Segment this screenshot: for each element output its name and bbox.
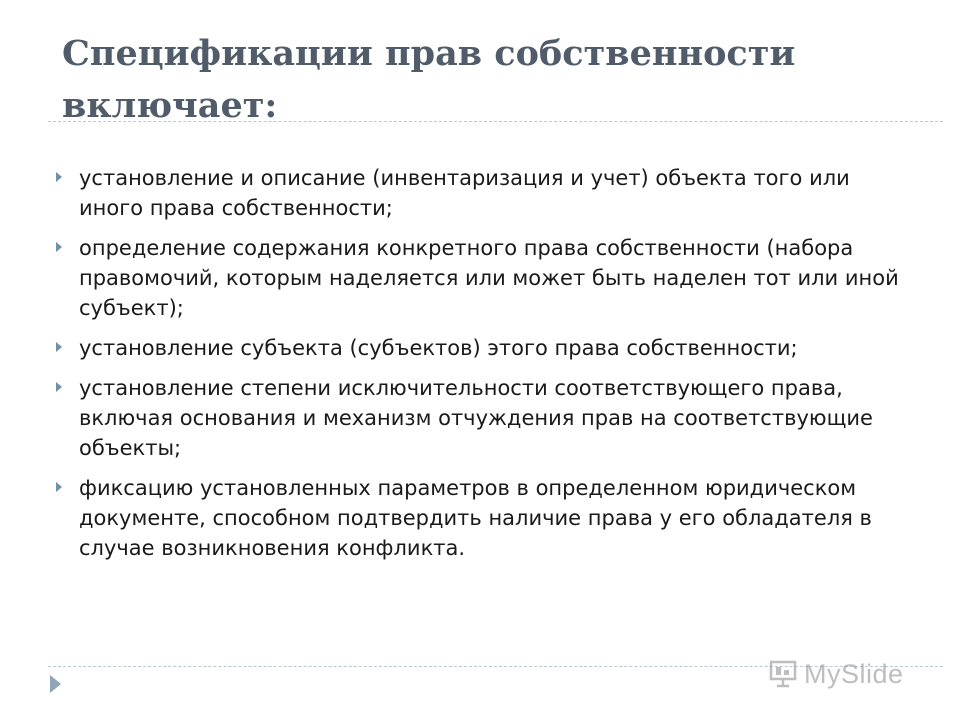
title-divider (48, 121, 943, 122)
list-item (49, 373, 919, 463)
triangle-bullet-icon (56, 342, 62, 352)
list-item (49, 333, 919, 363)
watermark-text: MySlide (804, 658, 904, 689)
triangle-bullet-icon (56, 382, 62, 392)
bullet-text: фиксацию установленных параметров в определенном юридическом документе, способном подтвердить наличие права у его обладателя в случае возникновения конфликта. (79, 476, 872, 560)
bullet-text: установление субъекта (субъектов) этого права собственности; (79, 336, 798, 360)
triangle-bullet-icon (56, 482, 62, 492)
slide-title: Спецификации прав собственности включает: (62, 33, 796, 126)
list-item (49, 473, 919, 563)
watermark (768, 656, 904, 692)
presentation-screen-icon (768, 659, 798, 689)
bullet-text: установление и описание (инвентаризация и учет) объекта того или иного права собственности; (79, 166, 850, 220)
corner-triangle-icon (50, 675, 61, 693)
triangle-bullet-icon (56, 242, 62, 252)
list-item (49, 163, 919, 223)
bullet-text: определение содержания конкретного права собственности (набора правомочий, которым наделяется или может быть наделен тот или иной субъект); (79, 236, 899, 320)
bullet-list (49, 163, 919, 573)
triangle-bullet-icon (56, 172, 62, 182)
list-item (49, 233, 919, 323)
bullet-text: установление степени исключительности соответствующего права, включая основания и механизм отчуждения прав на соответствующие объекты; (79, 376, 873, 460)
